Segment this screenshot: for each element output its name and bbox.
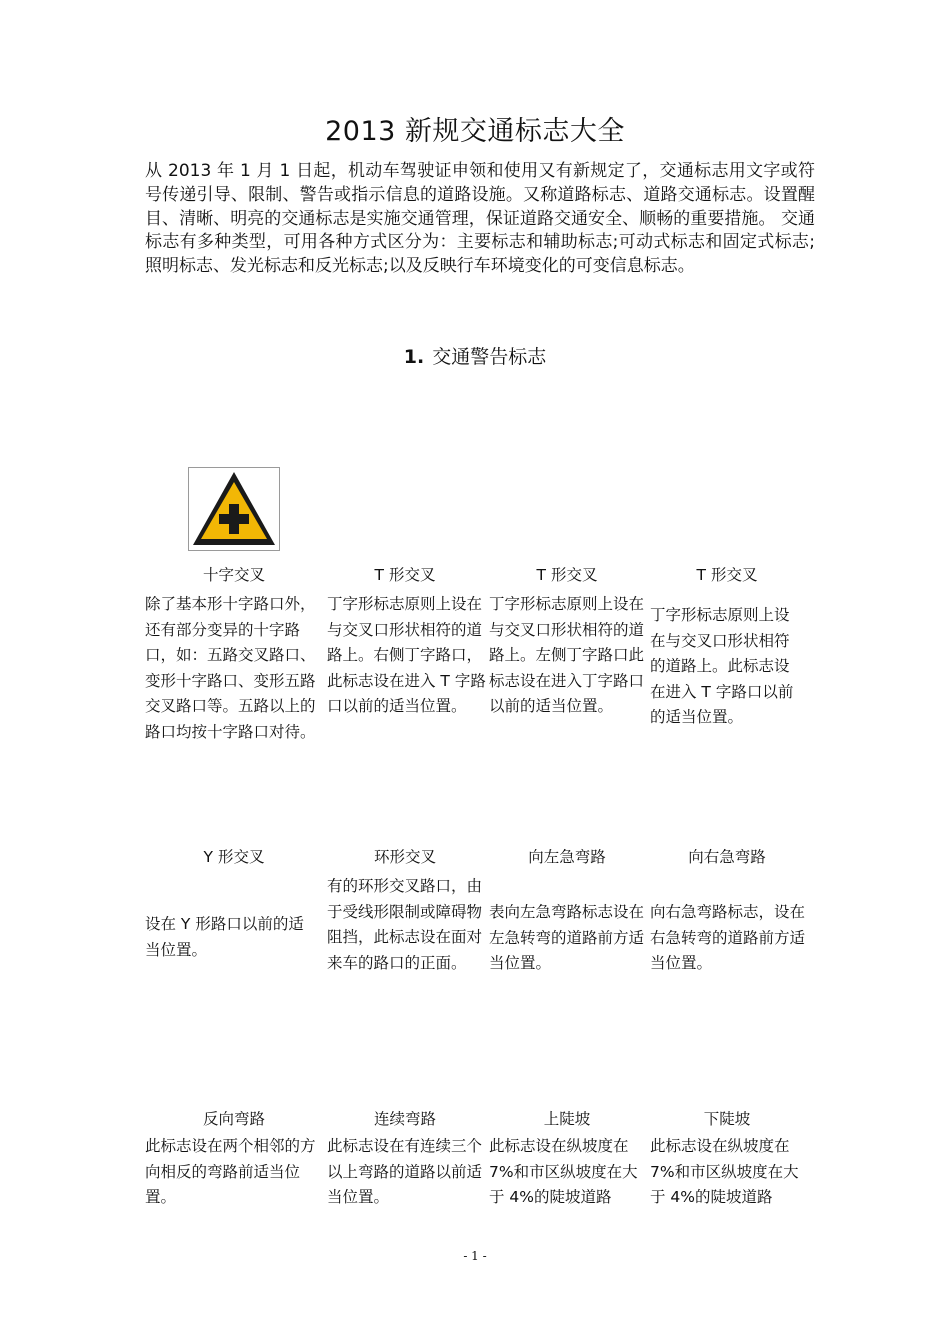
sign-name-t-junction: T 形交叉 [696,566,758,584]
sign-desc-sharp-right-curve: 向右急弯路标志，设在右急转弯的道路前方适当位置。 [650,903,806,972]
section-title: 交通警告标志 [432,346,547,368]
intro-text: 从 2013 年 1 月 1 日起，机动车驾驶证申领和使用又有新规定了，交通标志用文字或符号传递引导、限制、警告或指示信息的道路设施。又称道路标志、道路交通标志。设置醒目、清晰、明亮的交通标志是实施交通管理，保证道路交通安全、顺畅的重要措施。 交通标志有多种类型，可用各种方式区分为：主要标志和辅助标志;可动式标志和固定式标志;照明标志、发光标志和反光标志;以及反映行车环境变化的可变信息标志。 [145,161,815,277]
sign-name-y-junction: Y 形交叉 [203,848,265,866]
sign-desc-crossroads: 除了基本形十字路口外，还有部分变异的十字路口，如：五路交叉路口、变形十字路口、变形五路交叉路口等。五路以上的路口均按十字路口对待。 [145,595,316,741]
sign-name-roundabout: 环形交叉 [373,848,436,866]
sign-desc-sharp-left-curve: 表向左急弯路标志设在左急转弯的道路前方适当位置。 [489,903,645,972]
sign-name-t-junction-left: T 形交叉 [536,566,598,584]
crossroads-warning-sign-icon [188,467,280,551]
section-heading [0,340,950,374]
sign-desc-t-junction-left: 丁字形标志原则上设在与交叉口形状相符的道路上。左侧丁字路口此标志设在进入丁字路口以前的适当位置。 [489,595,645,715]
page-number: - 1 - [463,1249,487,1263]
sign-desc-steep-descent: 此标志设在纵坡度在 7%和市区纵坡度在大于 4%的陡坡道路 [650,1137,799,1206]
sign-desc-y-junction: 设在 Y 形路口以前的适当位置。 [145,915,304,959]
sign-name-crossroads: 十字交叉 [202,566,265,584]
sign-name-winding-road: 连续弯路 [373,1110,436,1128]
sign-name-sharp-left-curve: 向左急弯路 [528,848,606,866]
sign-name-steep-descent: 下陡坡 [703,1110,751,1128]
sign-name-reverse-curve: 反向弯路 [202,1110,265,1128]
section-number: 1. [403,346,425,368]
sign-desc-roundabout: 有的环形交叉路口，由于受线形限制或障碍物阻挡，此标志设在面对来车的路口的正面。 [327,877,483,972]
sign-name-t-junction-right: T 形交叉 [374,566,436,584]
sign-desc-winding-road: 此标志设在有连续三个以上弯路的道路以前适当位置。 [327,1137,483,1206]
sign-desc-reverse-curve: 此标志设在两个相邻的方向相反的弯路前适当位置。 [145,1137,316,1206]
sign-name-steep-ascent: 上陡坡 [543,1110,591,1128]
sign-desc-steep-ascent: 此标志设在纵坡度在 7%和市区纵坡度在大于 4%的陡坡道路 [489,1137,638,1206]
page-title: 2013 新规交通标志大全 [325,116,625,147]
intro-paragraph [145,160,815,279]
sign-desc-t-junction-right: 丁字形标志原则上设在与交叉口形状相符的道路上。右侧丁字路口，此标志设在进入 T 字路口以前的适当位置。 [327,595,486,715]
sign-name-sharp-right-curve: 向右急弯路 [688,848,766,866]
sign-desc-t-junction: 丁字形标志原则上设在与交叉口形状相符的道路上。此标志设在进入 T 字路口以前的适当位置。 [650,606,794,726]
